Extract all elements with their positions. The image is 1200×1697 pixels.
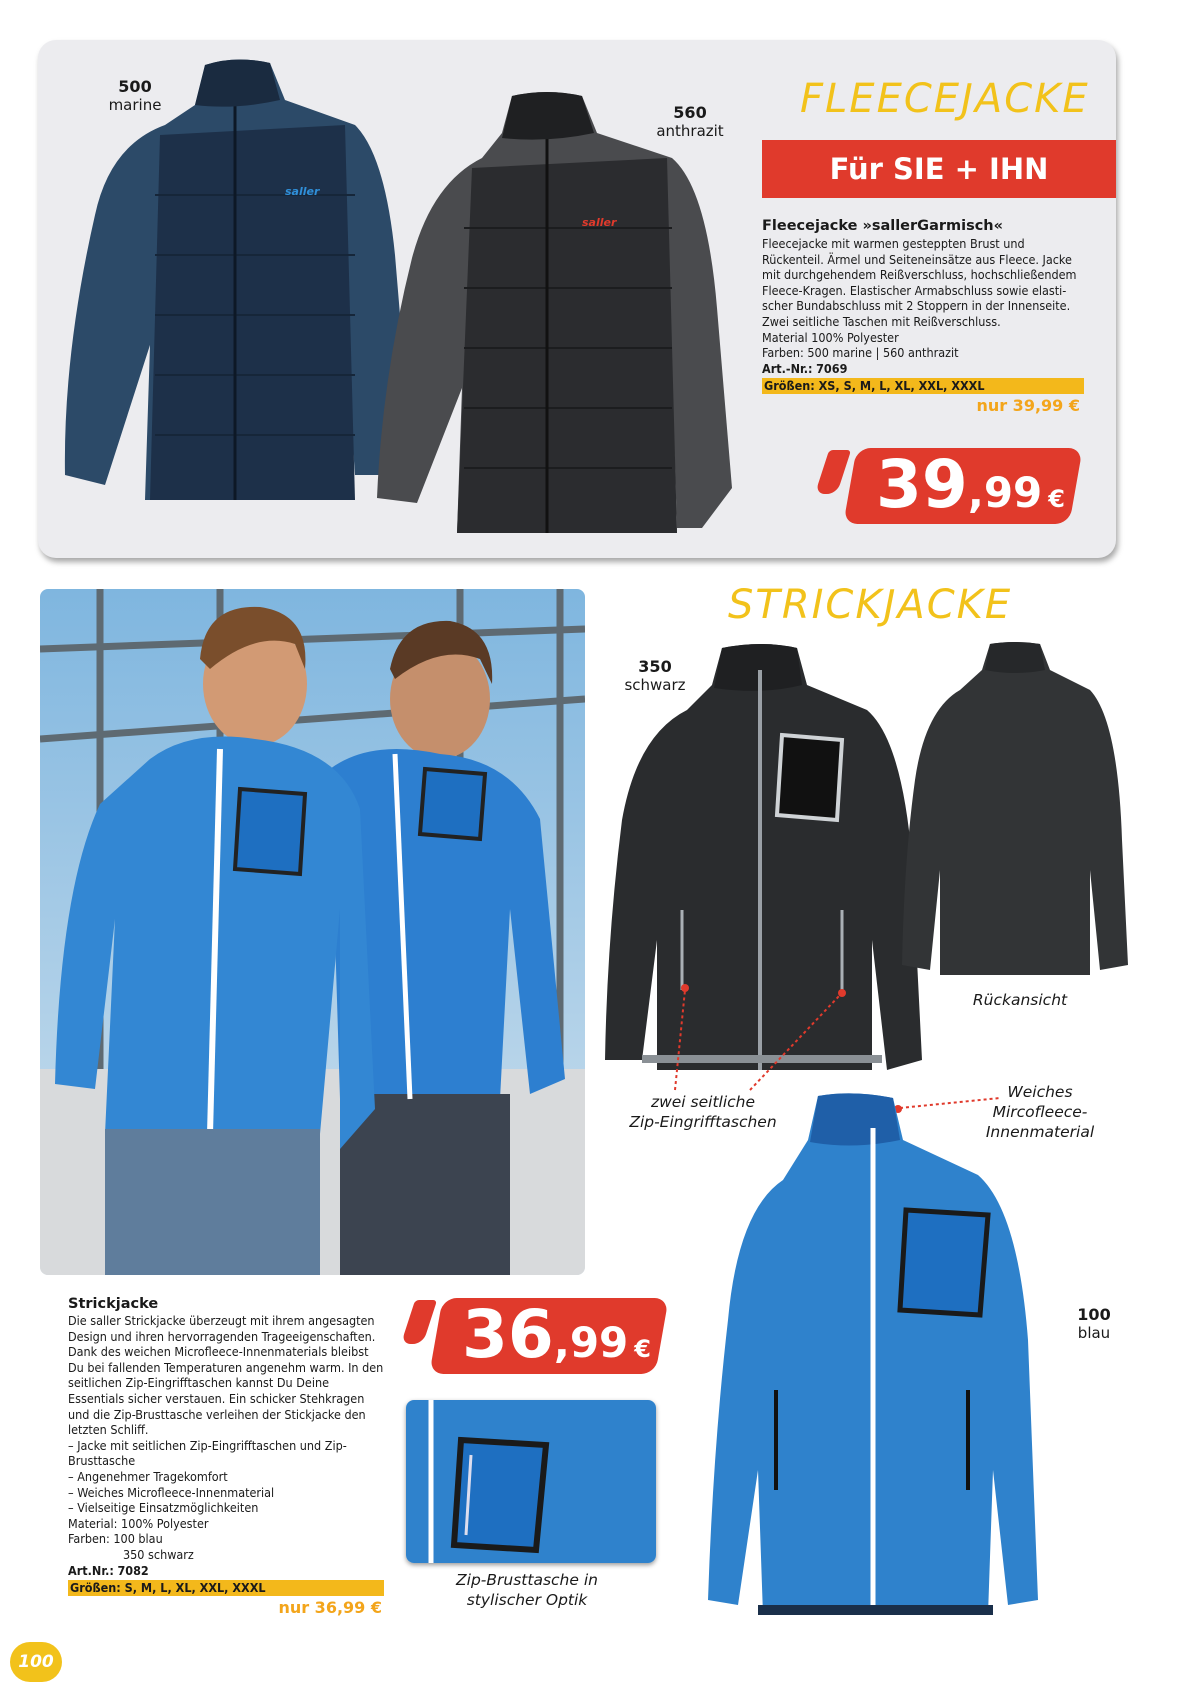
price-currency: € xyxy=(634,1335,651,1363)
saller-logo: saller xyxy=(582,216,617,229)
product-material: Material: 100% Polyester xyxy=(68,1515,209,1531)
color-label-blau xyxy=(1064,1306,1124,1342)
size-bar: Größen: S, M, L, XL, XXL, XXXL xyxy=(68,1580,384,1596)
color-label-schwarz xyxy=(620,658,690,694)
price-value xyxy=(462,1296,651,1373)
chest-pocket-callout: Zip-Brusttasche in stylischer Optik xyxy=(456,1571,598,1609)
nur-price: nur 36,99 € xyxy=(278,1597,382,1617)
knit-info xyxy=(68,1296,384,1617)
color-name: blau xyxy=(1077,1324,1111,1342)
fleece-title: FLEECEJACKE xyxy=(800,76,1090,122)
price-cents: ,99 xyxy=(553,1318,629,1367)
color-code: 500 xyxy=(118,77,152,96)
color-label-marine xyxy=(100,78,170,114)
color-code: 350 xyxy=(638,657,672,676)
product-name: Strickjacke xyxy=(68,1296,159,1312)
price-tag-tail xyxy=(401,1300,437,1344)
color-code: 100 xyxy=(1077,1305,1111,1324)
price-cents: ,99 xyxy=(967,468,1043,517)
price-main: 39 xyxy=(876,446,968,523)
product-name: Fleecejacke »sallerGarmisch« xyxy=(762,218,1003,234)
price-currency: € xyxy=(1048,485,1065,513)
product-colors: Farben: 500 marine | 560 anthrazit xyxy=(762,345,959,361)
fleece-jacket-anthrazit-image xyxy=(372,88,742,538)
saller-logo: saller xyxy=(285,185,320,198)
article-number: Art.Nr.: 7082 xyxy=(68,1562,149,1578)
bullet-3: – Weiches Microfleece-Innenmaterial xyxy=(68,1484,275,1500)
product-description: Die saller Strickjacke überzeugt mit ihrem angesagten Design und ihren hervorragenden Trageeigenschaften. Dank des weichen Microfleece-Innenmaterials bleibst Du bei fallenden Temperaturen angenehm warm. In den seitlichen Zip-Eingrifftaschen kannst Du Deine Essentials sicher verstauen. Ein schicker Stehkragen und die Zip-Brusttasche verleihen der Stickjacke den letzten Schliff. xyxy=(68,1313,384,1438)
price-value xyxy=(876,446,1065,523)
product-description: Fleecejacke mit warmen gesteppten Brust und Rückenteil. Ärmel und Seiteneinsätze aus Fleece. Jacke mit durchgehendem Reißverschluss, hochschließendem Fleece-Kragen. Elastischer Armabschluss sowie elasti-scher Bundabschluss mit 2 Stoppern in der Innenseite. Zwei seitliche Taschen mit Reißverschluss. xyxy=(762,236,1077,329)
knit-jacket-blau-image xyxy=(668,1090,1088,1630)
fleece-banner: Für SIE + IHN xyxy=(762,140,1116,198)
price-main: 36 xyxy=(462,1296,554,1373)
fleece-jacket-marine-image xyxy=(55,55,415,505)
article-number: Art.-Nr.: 7069 xyxy=(762,360,848,376)
product-material: Material 100% Polyester xyxy=(762,329,899,345)
bullet-1: – Jacke mit seitlichen Zip-Eingrifftaschen und Zip-Brusttasche xyxy=(68,1437,347,1469)
product-colors: Farben: 100 blau xyxy=(68,1531,163,1547)
fleece-info xyxy=(762,218,1082,415)
size-bar: Größen: XS, S, M, L, XL, XXL, XXXL xyxy=(762,378,1084,394)
knit-title: STRICKJACKE xyxy=(728,582,1013,628)
chest-pocket-detail-image xyxy=(406,1400,656,1563)
color-name: marine xyxy=(108,96,162,114)
pockets-callout: zwei seitliche Zip-Eingrifftaschen xyxy=(629,1093,777,1131)
color-name: schwarz xyxy=(624,676,686,694)
back-view-caption: Rückansicht xyxy=(972,991,1068,1009)
color-code: 560 xyxy=(673,103,707,122)
page-number: 100 xyxy=(10,1642,62,1682)
color-name: anthrazit xyxy=(656,122,724,140)
bullet-4: – Vielseitige Einsatzmöglichkeiten xyxy=(68,1500,259,1516)
nur-price: nur 39,99 € xyxy=(976,395,1080,415)
models-photo xyxy=(40,589,585,1275)
product-colors-2: 350 schwarz xyxy=(123,1546,194,1562)
inner-material-callout: Weiches Mircofleece- Innenmaterial xyxy=(985,1083,1095,1141)
bullet-2: – Angenehmer Tragekomfort xyxy=(68,1468,228,1484)
color-label-anthrazit xyxy=(650,104,730,140)
